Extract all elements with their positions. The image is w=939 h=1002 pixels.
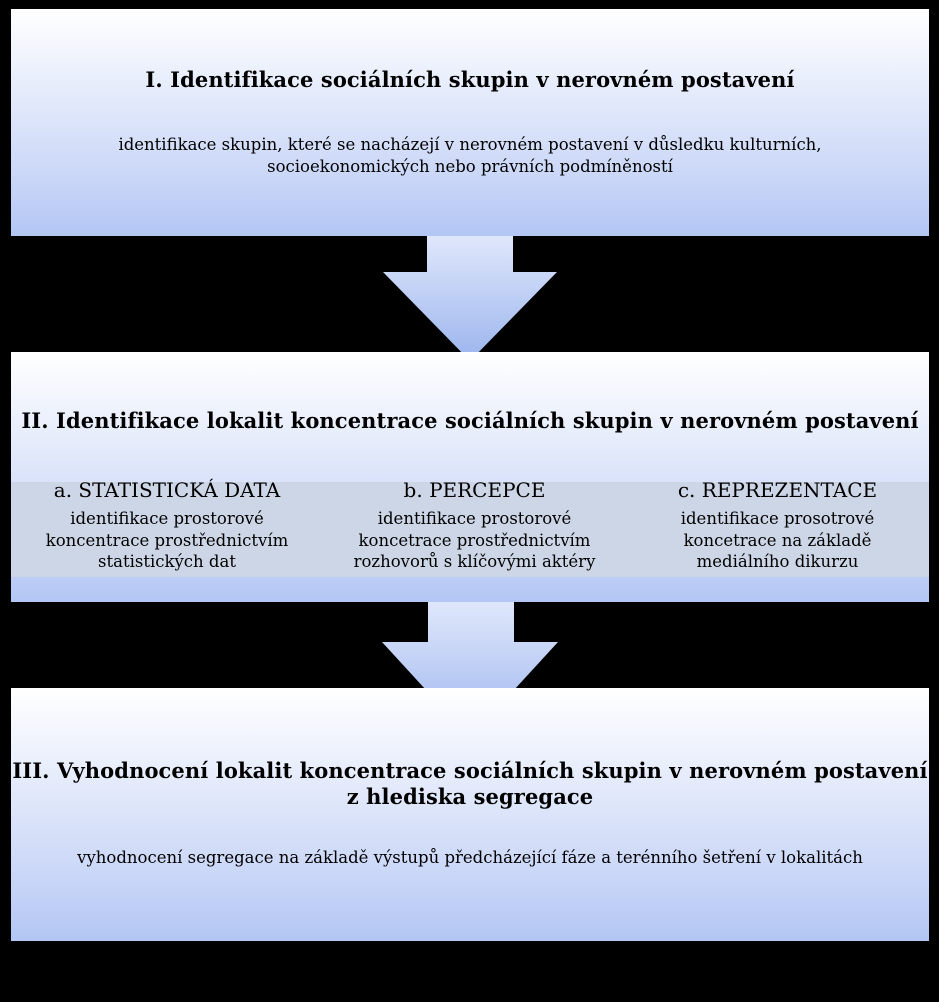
- down-arrow-1: [383, 236, 557, 361]
- stage-1-title: I. Identifikace sociálních skupin v nerovném postavení: [145, 67, 795, 92]
- method-description-line: identifikace prosotrové: [680, 509, 875, 528]
- method-heading: c. REPREZENTACE: [677, 478, 878, 502]
- arrow-down-icon: [383, 236, 557, 361]
- method-heading: a. STATISTICKÁ DATA: [53, 478, 281, 502]
- stage-1-description: [11, 134, 929, 178]
- method-description: [626, 508, 929, 573]
- method-column-perception: [323, 478, 626, 577]
- stage-1-description-line-2: socioekonomických nebo právních podmíněností: [267, 157, 673, 176]
- method-description-line: koncetrace na základě: [683, 530, 872, 550]
- method-description: [323, 508, 626, 573]
- stage-3-title: [11, 758, 929, 810]
- method-description-line: identifikace prostorové: [70, 509, 264, 528]
- method-description: [11, 508, 323, 573]
- method-description-line: rozhovorů s klíčovými aktéry: [353, 552, 596, 571]
- stage-2-box: [11, 352, 929, 602]
- stage-3-box: [11, 688, 929, 941]
- method-heading: b. PERCEPCE: [403, 478, 546, 502]
- method-column-representation: [626, 478, 929, 577]
- method-column-statistical-data: [11, 478, 323, 577]
- stage-3-title-line-2: z hlediska segregace: [346, 784, 594, 809]
- stage-2-methods-band: [11, 478, 929, 577]
- method-description-line: identifikace prostorové: [377, 509, 572, 528]
- stage-1-box: [11, 9, 929, 236]
- method-description-line: koncetrace prostřednictvím: [358, 530, 591, 550]
- method-description-line: statistických dat: [98, 552, 236, 571]
- method-description-line: mediálního dikurzu: [696, 552, 859, 571]
- stage-1-description-line-1: identifikace skupin, které se nacházejí v nerovném postavení v důsledku kulturních,: [118, 135, 822, 154]
- stage-3-title-line-1: III. Vyhodnocení lokalit koncentrace sociálních skupin v nerovném postavení: [12, 758, 928, 783]
- method-description-line: koncentrace prostřednictvím: [45, 530, 289, 550]
- stage-2-title: II. Identifikace lokalit koncentrace sociálních skupin v nerovném postavení: [21, 408, 919, 433]
- stage-3-description: vyhodnocení segregace na základě výstupů předcházející fáze a terénního šetření v lokalitách: [77, 848, 863, 867]
